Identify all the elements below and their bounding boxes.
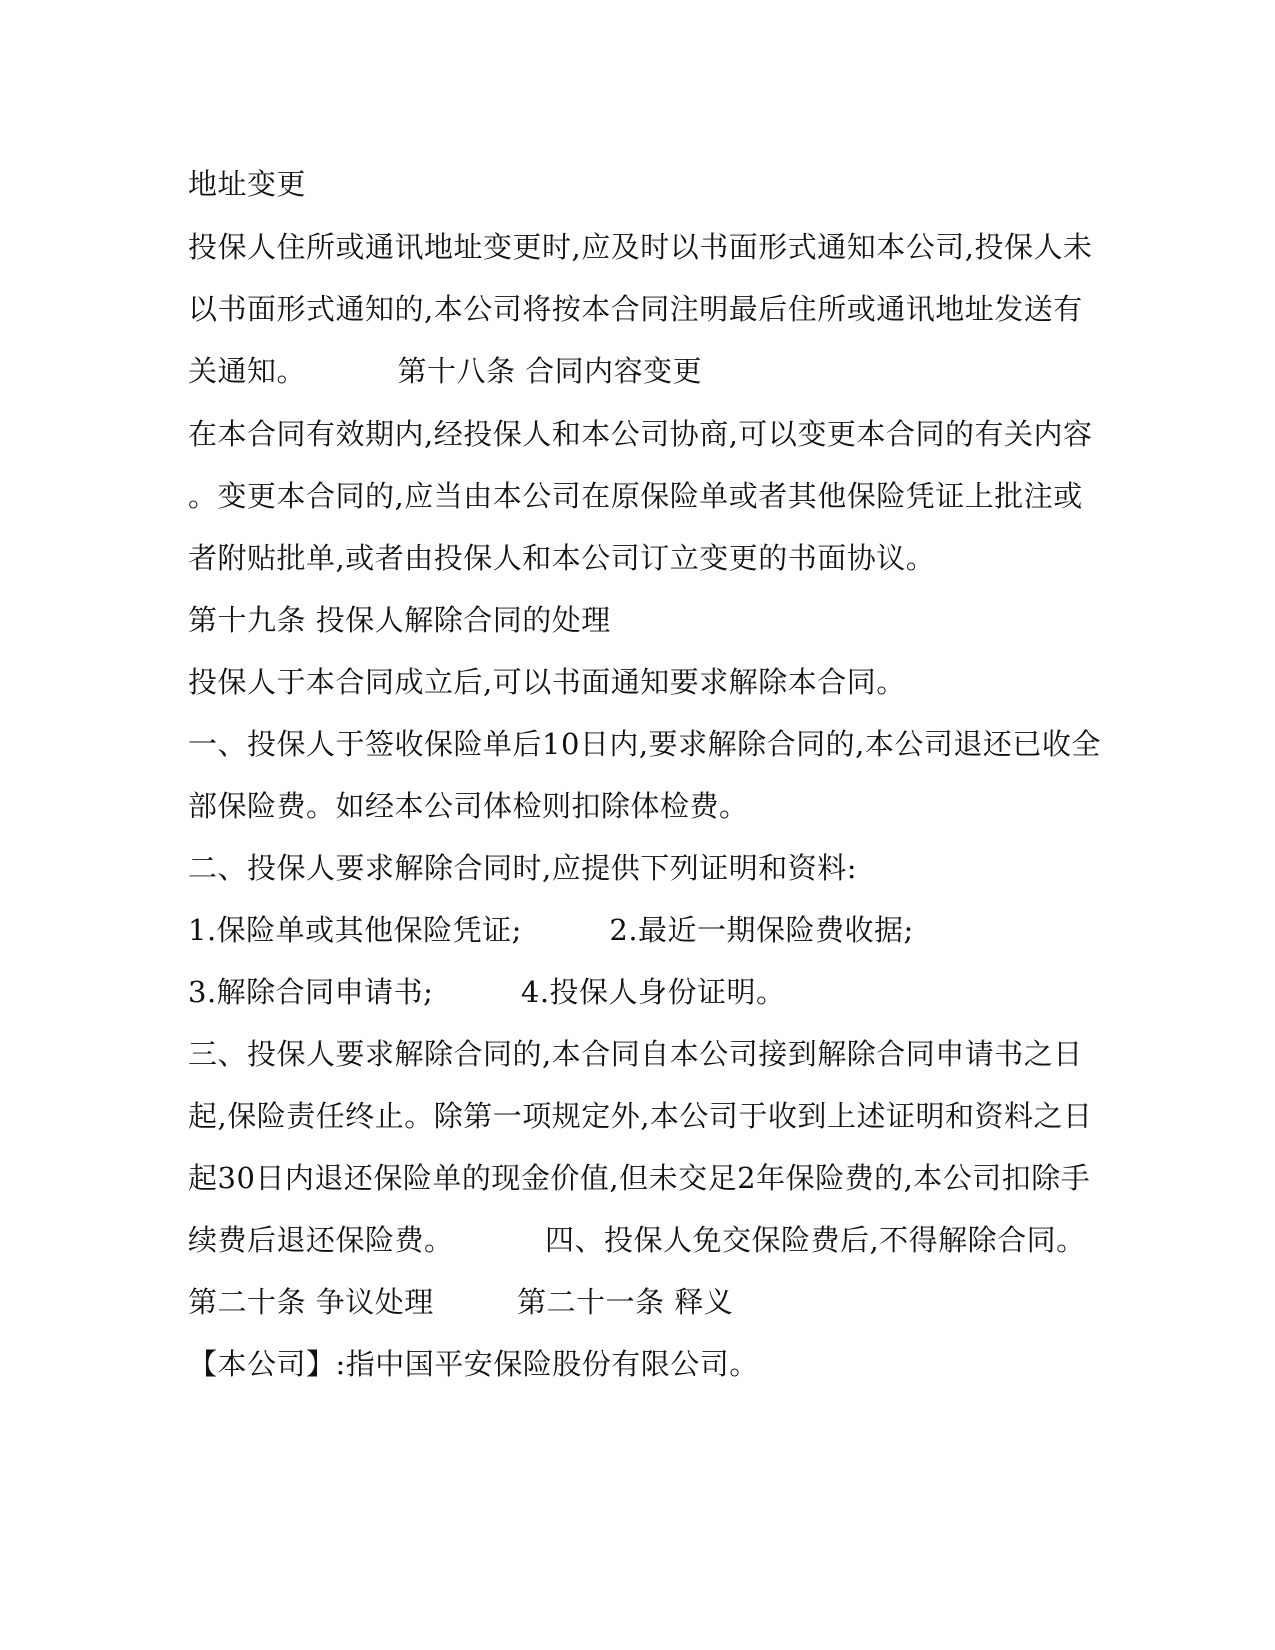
article-20-heading: 第二十条 争议处理 (188, 1285, 434, 1319)
article-21-heading: 第二十一条 释义 (517, 1285, 734, 1319)
paragraph-line (188, 1096, 1108, 1136)
text-line: 投保人住所或通讯地址变更时,应及时以书面形式通知本公司,投保人未 (188, 230, 1093, 264)
paragraph-line (188, 786, 1108, 826)
paragraph-line (188, 227, 1108, 267)
list-item: 4.投保人身份证明。 (520, 975, 786, 1009)
text-line: 者附贴批单,或者由投保人和本公司订立变更的书面协议。 (188, 541, 936, 575)
paragraph-line (188, 414, 1108, 454)
text-line: 一、投保人于签收保险单后10日内,要求解除合同的,本公司退还已收全 (188, 727, 1101, 761)
text-line: 起,保险责任终止。除第一项规定外,本公司于收到上述证明和资料之日 (188, 1099, 1093, 1133)
list-item: 3.解除合同申请书; (188, 975, 434, 1009)
paragraph-line (188, 1034, 1108, 1074)
text-line: 【本公司】:指中国平安保险股份有限公司。 (188, 1347, 759, 1381)
paragraph-line (188, 476, 1108, 516)
article-18-heading: 第十八条 合同内容变更 (397, 354, 703, 388)
text-line: 投保人于本合同成立后,可以书面通知要求解除本合同。 (188, 665, 906, 699)
heading-address-change (188, 164, 1108, 204)
text-line: 三、投保人要求解除合同的,本合同自本公司接到解除合同申请书之日 (188, 1037, 1083, 1071)
text-line: 关通知。 (188, 354, 307, 388)
text-line: 四、投保人免交保险费后,不得解除合同。 (544, 1223, 1086, 1257)
text-line: 以书面形式通知的,本公司将按本合同注明最后住所或通讯地址发送有 (188, 292, 1083, 326)
text-line: 地址变更 (188, 167, 307, 201)
text-line: 。变更本合同的,应当由本公司在原保险单或者其他保险凭证上批注或 (188, 479, 1083, 513)
list-item: 2.最近一期保险费收据; (609, 913, 914, 947)
paragraph-line (188, 289, 1108, 329)
text-line: 起30日内退还保险单的现金价值,但未交足2年保险费的,本公司扣除手 (188, 1161, 1091, 1195)
definition-line (188, 1344, 1108, 1384)
paragraph-line (188, 1220, 1108, 1260)
text-line: 续费后退还保险费。 (188, 1223, 454, 1257)
text-line: 第十九条 投保人解除合同的处理 (188, 603, 611, 637)
text-line: 在本合同有效期内,经投保人和本公司协商,可以变更本合同的有关内容 (188, 417, 1093, 451)
list-item: 1.保险单或其他保险凭证; (188, 913, 522, 947)
article-19-heading (188, 600, 1108, 640)
paragraph-line (188, 351, 1108, 391)
paragraph-line (188, 1158, 1108, 1198)
text-line: 二、投保人要求解除合同时,应提供下列证明和资料: (188, 851, 857, 885)
heading-line (188, 1282, 1108, 1322)
text-line: 部保险费。如经本公司体检则扣除体检费。 (188, 789, 749, 823)
paragraph-line (188, 848, 1108, 888)
list-line (188, 910, 1108, 950)
paragraph-line (188, 724, 1108, 764)
paragraph-line (188, 662, 1108, 702)
paragraph-line (188, 538, 1108, 578)
list-line (188, 972, 1108, 1012)
